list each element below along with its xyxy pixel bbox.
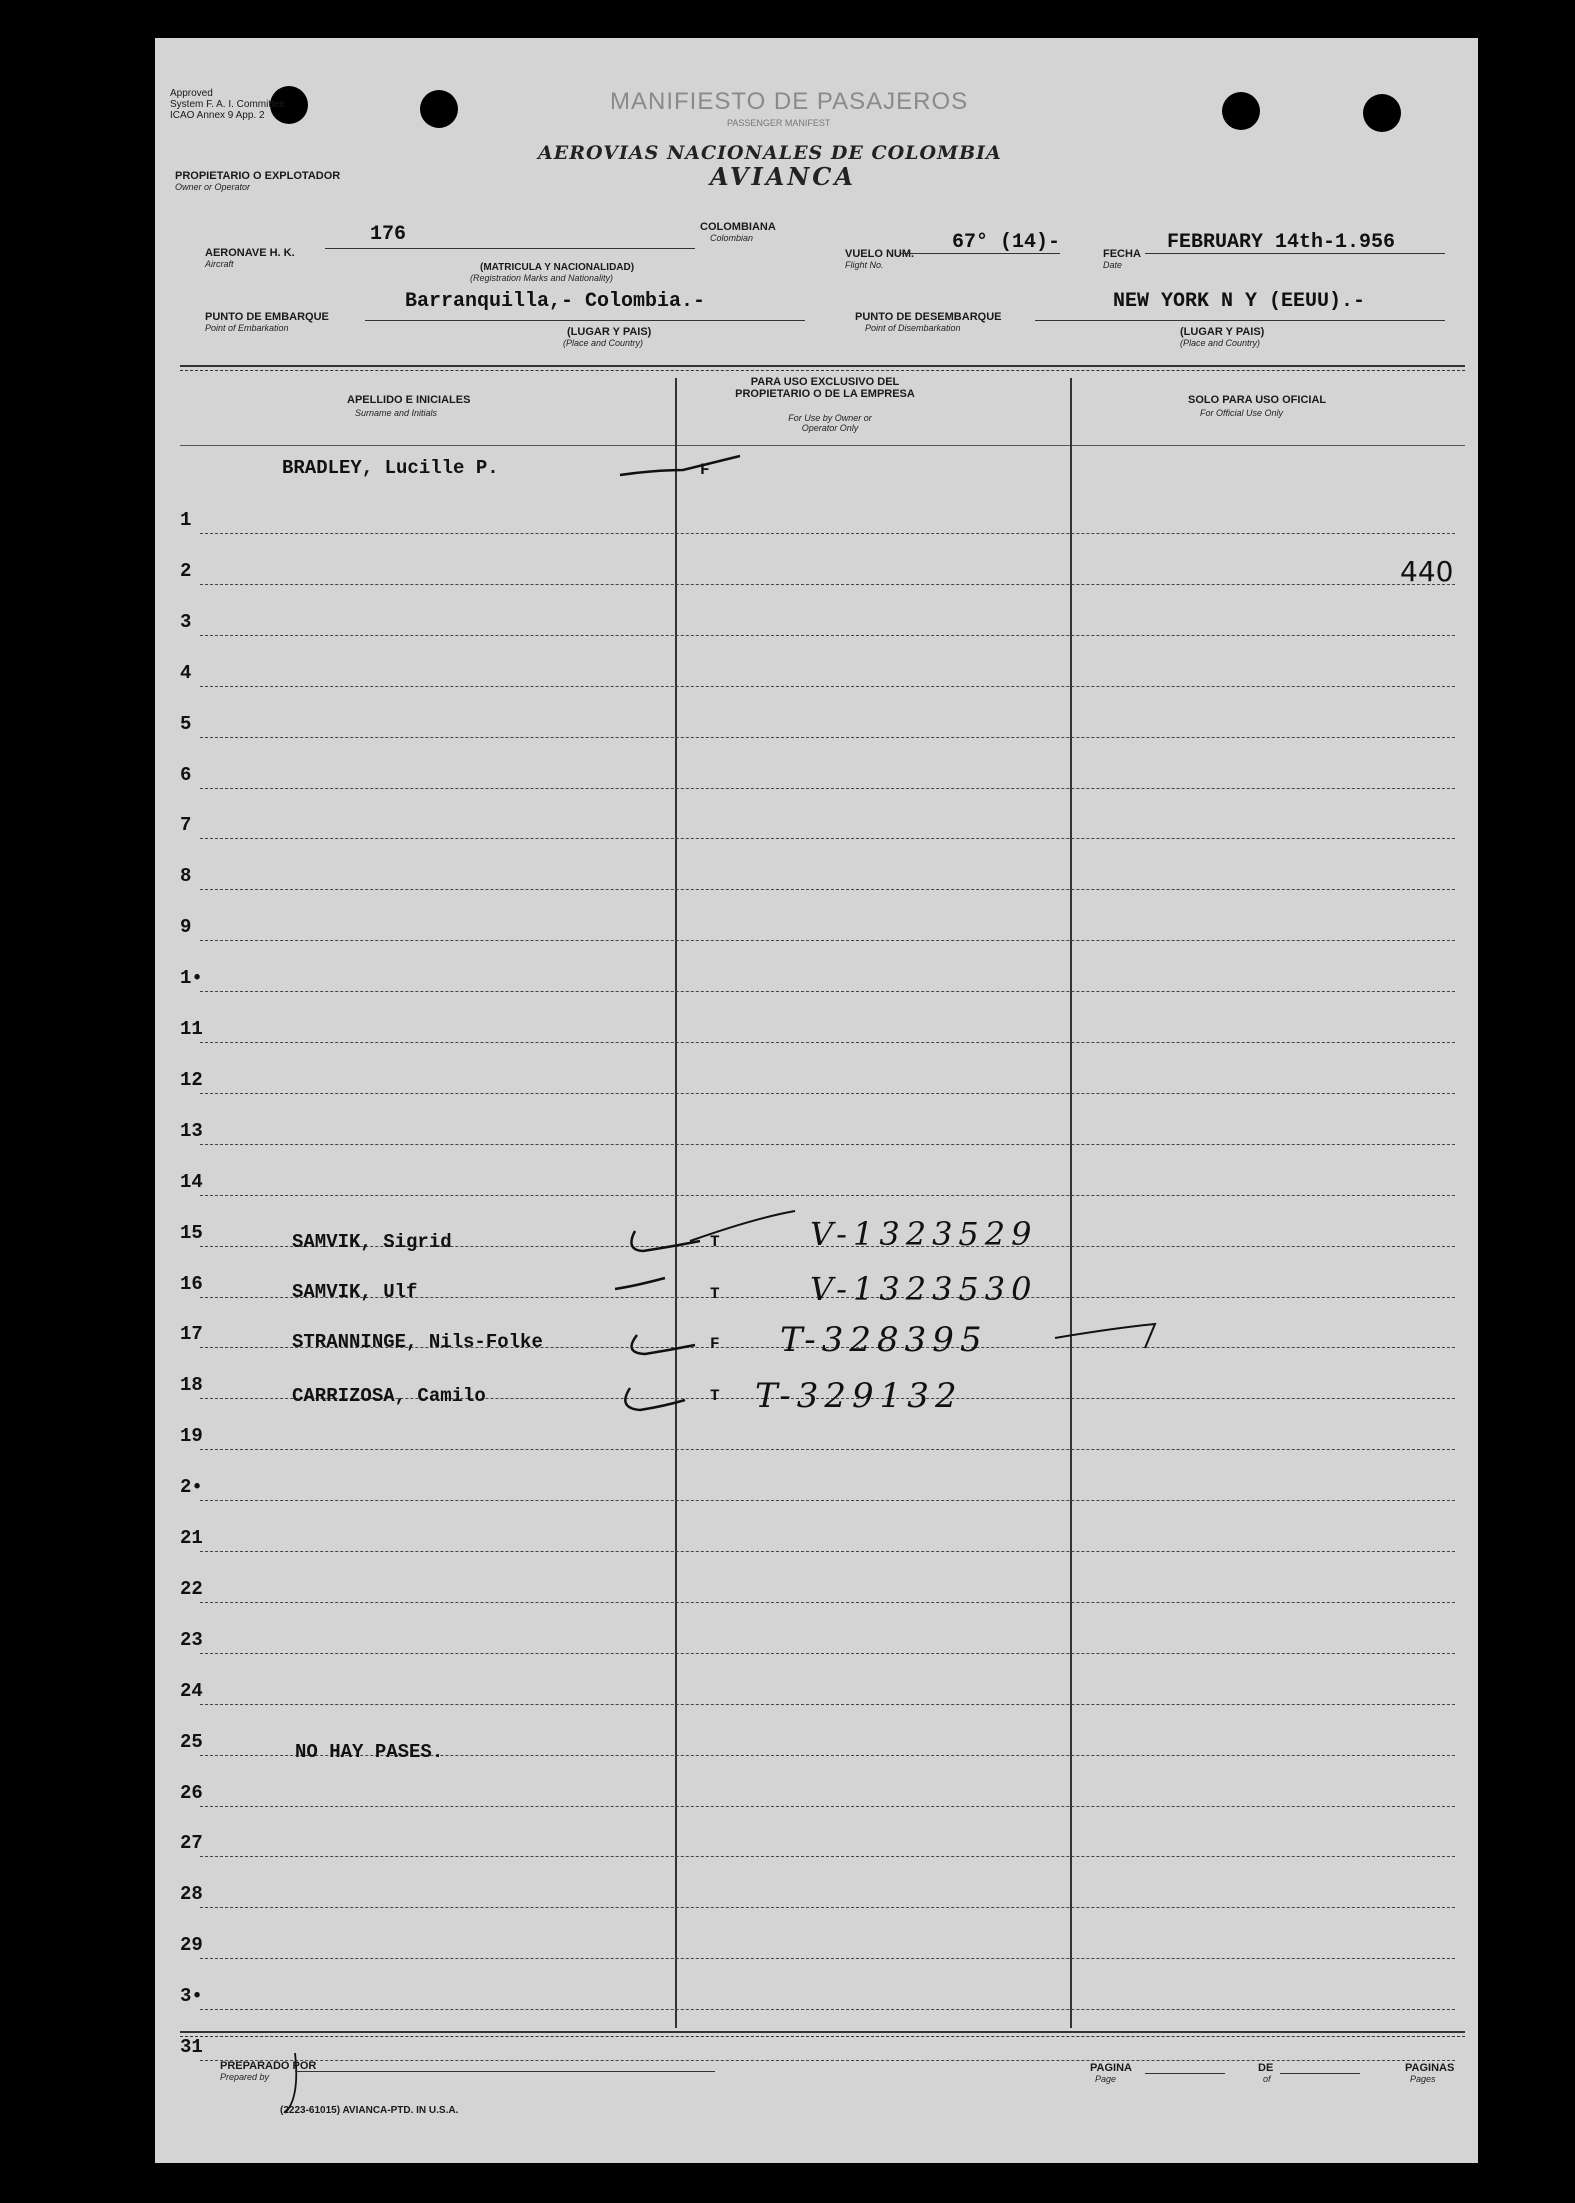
row-rule (200, 1856, 1455, 1857)
row-number: 4 (180, 661, 192, 684)
airline-name: AEROVIAS NACIONALES DE COLOMBIA (538, 142, 1002, 164)
row-number: 13 (180, 1119, 203, 1142)
approval-line-2: System F. A. I. Committee (170, 99, 286, 110)
row-number: 17 (180, 1323, 203, 1346)
row-rule (200, 1602, 1455, 1603)
header-rule-2 (180, 370, 1465, 371)
row-number: 23 (180, 1628, 203, 1651)
passport-16: V-1323529 (810, 1215, 1038, 1253)
row-rule (200, 1551, 1455, 1552)
row-number: 2 (180, 559, 192, 582)
flight-underline (900, 253, 1060, 254)
row-number: 25 (180, 1730, 203, 1753)
checkmark-17 (615, 1278, 665, 1289)
page-underline (1145, 2073, 1225, 2074)
passenger-name-19: CARRIZOSA, Camilo (292, 1385, 486, 1407)
row-number: 1 (180, 509, 192, 531)
aircraft-label-en: Aircraft (205, 259, 234, 269)
passport-18: T-328395 (780, 1320, 988, 1360)
row-number: 5 (180, 712, 192, 735)
page-label-en: Page (1095, 2074, 1117, 2084)
owner-label-en: Owner or Operator (175, 182, 251, 192)
registration-label-en: (Registration Marks and Nationality) (470, 273, 614, 283)
row-number: 19 (180, 1425, 203, 1448)
of-label: DE (1258, 2062, 1274, 2074)
passenger-code-18: F (710, 1335, 720, 1353)
flight-label-en: Flight No. (845, 260, 884, 270)
row-rule (200, 1449, 1455, 1450)
row-rule (200, 635, 1455, 636)
nationality-label-en: Colombian (710, 233, 754, 243)
disembark-value: NEW YORK N Y (EEUU).- (1113, 290, 1366, 313)
airline-brand: AVIANCA (710, 162, 857, 191)
row-rule (200, 1806, 1455, 1807)
date-value: FEBRUARY 14th-1.956 (1167, 231, 1396, 254)
manifest-subtitle: PASSENGER MANIFEST (727, 118, 831, 128)
aircraft-underline (325, 248, 695, 249)
nationality-label: COLOMBIANA (700, 221, 776, 233)
row-number: 11 (180, 1018, 203, 1040)
row-rule (200, 1500, 1455, 1501)
column-divider-2 (1070, 378, 1072, 2028)
approval-block (170, 88, 285, 121)
row-number: 8 (180, 865, 192, 888)
pages-label: PAGINAS (1405, 2062, 1455, 2074)
embark-place-label: (LUGAR Y PAIS) (567, 326, 652, 338)
row-rule (200, 686, 1455, 687)
disembark-place-label: (LUGAR Y PAIS) (1180, 326, 1265, 338)
row-number: 31 (180, 2036, 203, 2058)
row-rule (200, 838, 1455, 839)
embark-underline (365, 320, 805, 321)
punch-hole-2 (420, 90, 458, 128)
handwritten-marks (155, 38, 1478, 2163)
row-number: 28 (180, 1883, 203, 1906)
passenger-name-1: BRADLEY, Lucille P. (282, 457, 499, 479)
embark-label: PUNTO DE EMBARQUE (205, 311, 329, 323)
row-number: 7 (180, 814, 192, 837)
registration-label: (MATRICULA Y NACIONALIDAD) (480, 262, 635, 273)
header-rule-1 (180, 365, 1465, 367)
passenger-code-16: T (710, 1233, 720, 1251)
row-number: 15 (180, 1221, 203, 1244)
column-header-rule (180, 445, 1465, 446)
aircraft-label: AERONAVE H. K. (205, 247, 295, 259)
checkmark-1 (620, 456, 740, 475)
approval-line-1: Approved (170, 88, 213, 99)
date-underline (1145, 253, 1445, 254)
footer-rule-1 (180, 2031, 1465, 2033)
row-rule (200, 1704, 1455, 1705)
punch-hole-4 (1363, 94, 1401, 132)
col2-header-en: For Use by Owner or Operator Only (788, 413, 872, 433)
printer-note: (2223-61015) AVIANCA-PTD. IN U.S.A. (280, 2105, 459, 2116)
passenger-name-17: SAMVIK, Ulf (292, 1281, 418, 1303)
manifest-title: MANIFIESTO DE PASAJEROS (610, 88, 969, 115)
col3-header-en: For Official Use Only (1200, 408, 1284, 418)
manifest-sheet (155, 38, 1478, 2163)
owner-label: PROPIETARIO O EXPLOTADOR (175, 170, 341, 182)
row-rule (200, 1907, 1455, 1908)
row-rule (200, 1093, 1455, 1094)
row-rule (200, 991, 1455, 992)
row-number: 16 (180, 1272, 203, 1295)
flight-label: VUELO NUM. (845, 248, 915, 260)
row-number: 6 (180, 763, 192, 786)
checkmark-16 (631, 1231, 700, 1251)
disembark-place-label-en: (Place and Country) (1180, 338, 1261, 348)
row-number: 24 (180, 1679, 203, 1702)
checkmark-18 (632, 1335, 695, 1354)
column-divider-1 (675, 378, 677, 2028)
date-label: FECHA (1103, 248, 1141, 260)
col2-header: PARA USO EXCLUSIVO DEL PROPIETARIO O DE LA EMPRESA (735, 376, 915, 400)
punch-hole-3 (1222, 92, 1260, 130)
col1-header: APELLIDO E INICIALES (347, 394, 471, 406)
aircraft-value: 176 (370, 223, 407, 246)
col1-header-en: Surname and Initials (355, 408, 438, 418)
pages-label-en: Pages (1410, 2074, 1436, 2084)
row-number: 2• (180, 1476, 203, 1499)
row-rule (200, 1195, 1455, 1196)
row-number: 3 (180, 610, 192, 633)
page-label: PAGINA (1090, 2062, 1132, 2074)
row-number: 22 (180, 1577, 203, 1600)
prepared-label: PREPARADO POR (220, 2060, 317, 2072)
flight-value: 67° (14)- (952, 231, 1061, 254)
passport-17: V-1323530 (810, 1270, 1038, 1308)
disembark-label-en: Point of Disembarkation (865, 323, 961, 333)
row-number: 21 (180, 1527, 203, 1549)
footer-rule-2 (180, 2036, 1465, 2037)
row-rule (200, 889, 1455, 890)
row-number: 3• (180, 1985, 203, 2008)
of-label-en: of (1263, 2074, 1271, 2084)
row-number: 14 (180, 1170, 203, 1193)
approval-line-3: ICAO Annex 9 App. 2 (170, 110, 265, 121)
passport-19: T-329132 (755, 1376, 963, 1416)
row-number: 18 (180, 1374, 203, 1397)
passenger-code-1: F (700, 461, 710, 479)
row-rule (200, 2060, 1455, 2061)
date-label-en: Date (1103, 260, 1123, 270)
row-rule (200, 1042, 1455, 1043)
row-rule (200, 1144, 1455, 1145)
row-rule (200, 2009, 1455, 2010)
row-number: 9 (180, 916, 192, 939)
row-number: 1• (180, 967, 203, 990)
passenger-name-16: SAMVIK, Sigrid (292, 1231, 452, 1253)
row-number: 26 (180, 1781, 203, 1804)
embark-place-label-en: (Place and Country) (563, 338, 644, 348)
row-rule (200, 584, 1455, 585)
col3-header: SOLO PARA USO OFICIAL (1188, 394, 1327, 406)
passenger-code-17: T (710, 1285, 720, 1303)
official-note-440: 440 (1400, 555, 1454, 588)
no-passes-note: NO HAY PASES. (295, 1741, 444, 1763)
disembark-label: PUNTO DE DESEMBARQUE (855, 311, 1002, 323)
embark-label-en: Point of Embarkation (205, 323, 289, 333)
row-rule (200, 1958, 1455, 1959)
row-rule (200, 940, 1455, 941)
row-rule (200, 788, 1455, 789)
prepared-label-en: Prepared by (220, 2072, 270, 2082)
embark-value: Barranquilla,- Colombia.- (405, 290, 706, 313)
row-number: 27 (180, 1832, 203, 1855)
passenger-code-19: T (710, 1387, 720, 1405)
prepared-underline (295, 2071, 715, 2072)
passenger-name-18: STRANNINGE, Nils-Folke (292, 1331, 543, 1353)
of-underline (1280, 2073, 1360, 2074)
disembark-underline (1035, 320, 1445, 321)
row-number: 12 (180, 1068, 203, 1091)
row-rule (200, 1653, 1455, 1654)
row-rule (200, 533, 1455, 534)
row-number: 29 (180, 1934, 203, 1957)
pen-stroke-16 (690, 1211, 795, 1241)
row-rule (200, 737, 1455, 738)
